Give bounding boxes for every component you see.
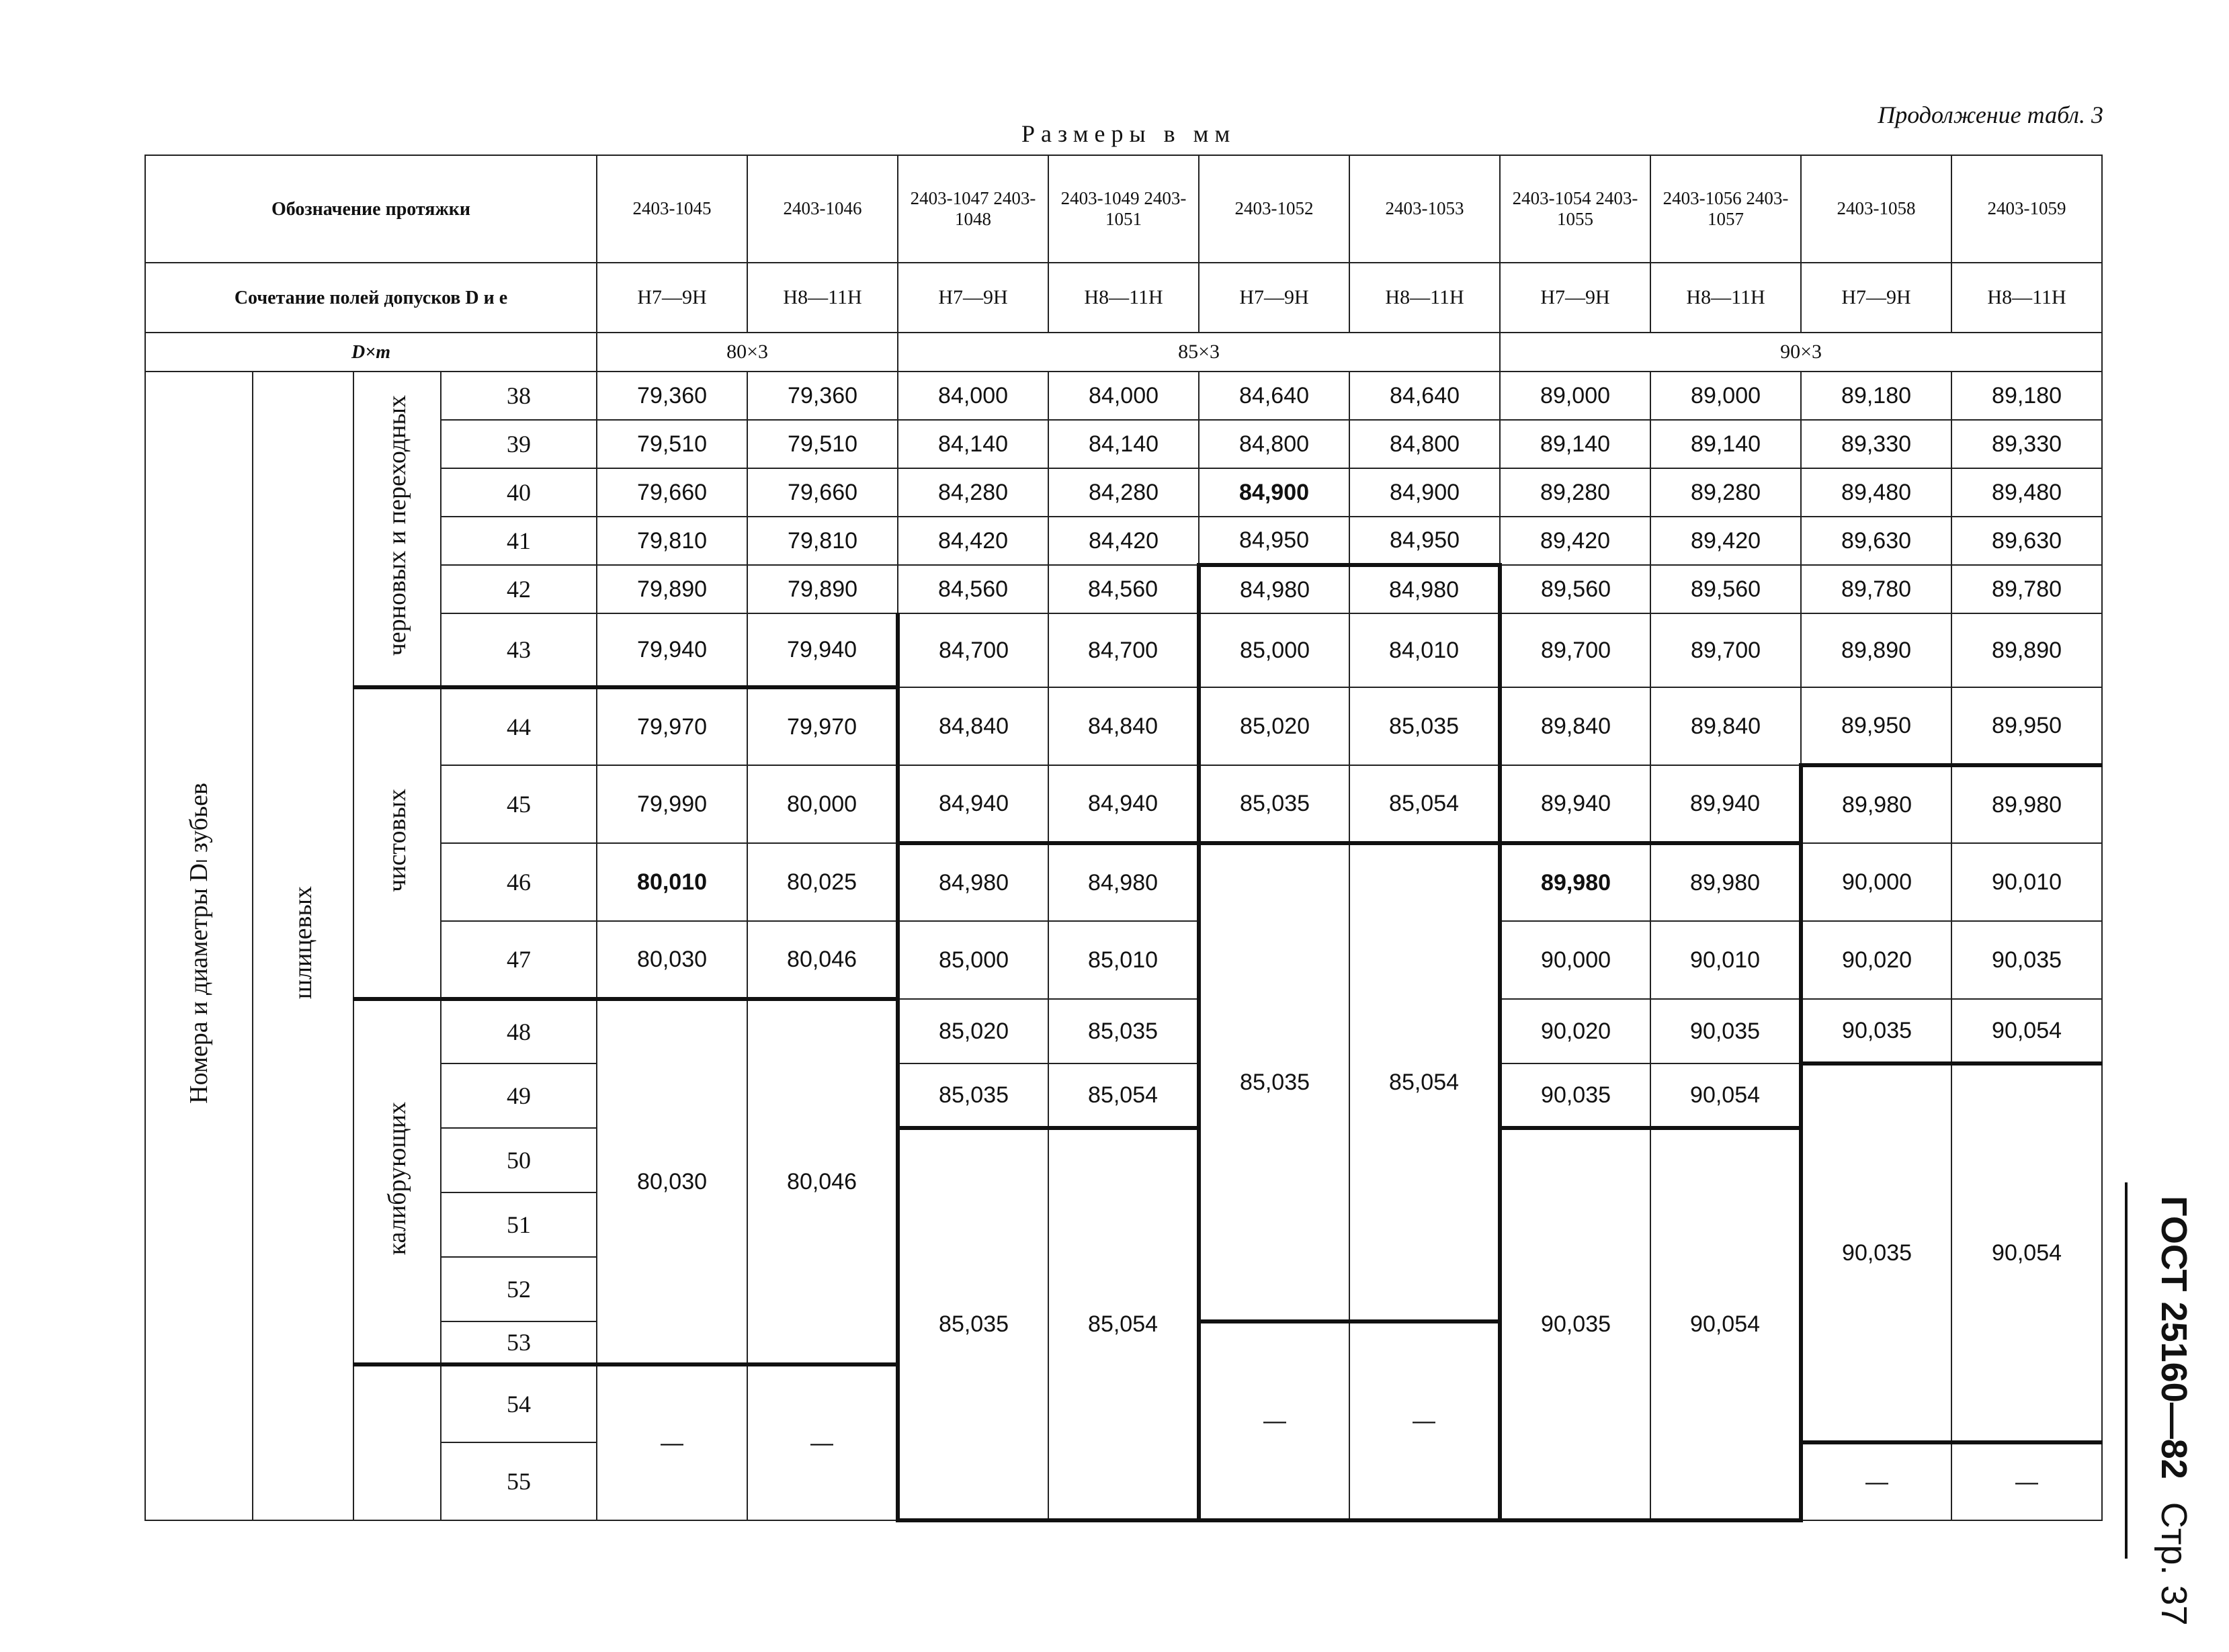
value-cell: 84,840 [1048, 687, 1199, 765]
value-cell: 89,980 [1951, 765, 2102, 843]
dxm-group: 90×3 [1500, 333, 2102, 372]
value-cell: 79,510 [747, 420, 898, 468]
value-cell: 84,800 [1349, 420, 1500, 468]
value-cell: 85,020 [898, 999, 1048, 1063]
value-cell: 89,560 [1500, 565, 1650, 613]
tolerance-cell: H8—11H [747, 263, 898, 333]
tolerance-cell: H7—9H [597, 263, 747, 333]
value-cell: 79,810 [747, 517, 898, 565]
value-cell: 89,840 [1650, 687, 1801, 765]
value-cell: 84,640 [1349, 372, 1500, 420]
value-cell: 90,054 [1951, 1063, 2102, 1442]
designation-cell: 2403-1046 [747, 155, 898, 263]
dxm-label: D×m [145, 333, 597, 372]
tolerance-label: Сочетание полей допусков D и e [145, 263, 597, 333]
value-cell: 85,020 [1199, 687, 1349, 765]
zone-calibrating: калибрующих [353, 999, 441, 1364]
value-cell: 84,940 [1048, 765, 1199, 843]
designation-row [145, 155, 2102, 263]
value-cell: 79,360 [597, 372, 747, 420]
value-cell: 84,420 [898, 517, 1048, 565]
value-cell: 89,000 [1650, 372, 1801, 420]
value-cell: 84,140 [1048, 420, 1199, 468]
value-cell: 79,510 [597, 420, 747, 468]
designation-cell: 2403-1056 2403-1057 [1650, 155, 1801, 263]
value-cell: 80,025 [747, 843, 898, 921]
value-cell: 79,890 [747, 565, 898, 613]
tooth-number: 40 [441, 468, 597, 517]
tooth-number: 55 [441, 1442, 597, 1520]
value-cell: 90,035 [1801, 1063, 1951, 1442]
tooth-number: 39 [441, 420, 597, 468]
tolerance-cell: H8—11H [1951, 263, 2102, 333]
table-row [145, 687, 2102, 765]
tooth-number: 47 [441, 921, 597, 999]
continuation-note: Продолжение табл. 3 [1878, 101, 2103, 128]
row-axis-label: Номера и диаметры Dₗ зубьев [185, 782, 213, 1104]
tolerance-row [145, 263, 2102, 333]
tooth-number: 44 [441, 687, 597, 765]
value-cell: 90,054 [1650, 1128, 1801, 1520]
value-cell: 84,980 [898, 843, 1048, 921]
value-cell: 89,140 [1650, 420, 1801, 468]
value-cell: 80,030 [597, 999, 747, 1364]
value-cell: 84,640 [1199, 372, 1349, 420]
value-cell: 89,780 [1801, 565, 1951, 613]
value-cell: 84,980 [1199, 565, 1349, 613]
designation-cell: 2403-1059 [1951, 155, 2102, 263]
tooth-number: 46 [441, 843, 597, 921]
value-cell: 84,700 [1048, 613, 1199, 687]
value-cell: 84,900 [1199, 468, 1349, 517]
tolerance-cell: H8—11H [1048, 263, 1199, 333]
tooth-number: 52 [441, 1257, 597, 1321]
value-cell: 89,890 [1951, 613, 2102, 687]
value-cell: 90,010 [1650, 921, 1801, 999]
value-cell: 89,980 [1801, 765, 1951, 843]
value-cell: 85,054 [1048, 1128, 1199, 1520]
spline-label: шлицевых [289, 886, 317, 1000]
tooth-number: 48 [441, 999, 597, 1063]
value-cell: 89,480 [1801, 468, 1951, 517]
tooth-number: 42 [441, 565, 597, 613]
value-cell: 90,054 [1650, 1063, 1801, 1128]
value-cell: 89,980 [1650, 843, 1801, 921]
dxm-group: 80×3 [597, 333, 898, 372]
value-cell: 84,980 [1349, 565, 1500, 613]
value-cell: 89,180 [1801, 372, 1951, 420]
designation-cell: 2403-1049 2403-1051 [1048, 155, 1199, 263]
value-cell: 89,330 [1951, 420, 2102, 468]
tolerance-cell: H7—9H [1500, 263, 1650, 333]
value-cell: 90,054 [1951, 999, 2102, 1063]
value-cell: 84,940 [898, 765, 1048, 843]
tooth-number: 43 [441, 613, 597, 687]
tooth-number: 38 [441, 372, 597, 420]
value-cell: 90,035 [1500, 1063, 1650, 1128]
row-axis-label-cell [145, 372, 253, 1520]
value-cell: — [1349, 1321, 1500, 1520]
tolerance-cell: H7—9H [1199, 263, 1349, 333]
value-cell: — [1801, 1442, 1951, 1520]
value-cell: 89,280 [1500, 468, 1650, 517]
designation-label: Обозначение протяжки [145, 155, 597, 263]
value-cell: 85,054 [1349, 843, 1500, 1321]
value-cell: 79,810 [597, 517, 747, 565]
value-cell: 89,840 [1500, 687, 1650, 765]
value-cell: 79,940 [597, 613, 747, 687]
standard-number: ГОСТ 25160—82 [2154, 1196, 2194, 1479]
standard-stamp [2156, 1196, 2192, 1626]
value-cell: 85,035 [1199, 843, 1349, 1321]
page-number: Стр. 37 [2154, 1502, 2194, 1626]
value-cell: 80,010 [597, 843, 747, 921]
value-cell: 90,035 [1500, 1128, 1650, 1520]
table-row [145, 999, 2102, 1063]
value-cell: 80,000 [747, 765, 898, 843]
broach-dimensions-table [144, 155, 2103, 1522]
value-cell: 84,560 [898, 565, 1048, 613]
value-cell: 84,420 [1048, 517, 1199, 565]
tolerance-cell: H8—11H [1650, 263, 1801, 333]
value-cell: 89,140 [1500, 420, 1650, 468]
value-cell: 79,970 [597, 687, 747, 765]
value-cell: 84,800 [1199, 420, 1349, 468]
value-cell: 85,035 [898, 1063, 1048, 1128]
value-cell: 90,035 [1650, 999, 1801, 1063]
value-cell: 79,990 [597, 765, 747, 843]
value-cell: 89,890 [1801, 613, 1951, 687]
tooth-number: 54 [441, 1364, 597, 1442]
value-cell: 79,940 [747, 613, 898, 687]
value-cell: 90,010 [1951, 843, 2102, 921]
value-cell: 84,950 [1199, 517, 1349, 565]
value-cell: 89,280 [1650, 468, 1801, 517]
value-cell: 79,660 [597, 468, 747, 517]
designation-cell: 2403-1052 [1199, 155, 1349, 263]
value-cell: 85,054 [1048, 1063, 1199, 1128]
value-cell: 89,420 [1500, 517, 1650, 565]
tooth-number: 53 [441, 1321, 597, 1364]
tooth-number: 51 [441, 1192, 597, 1257]
designation-cell: 2403-1058 [1801, 155, 1951, 263]
designation-cell: 2403-1045 [597, 155, 747, 263]
value-cell: 84,280 [898, 468, 1048, 517]
value-cell: 79,970 [747, 687, 898, 765]
value-cell: 85,010 [1048, 921, 1199, 999]
value-cell: 85,000 [1199, 613, 1349, 687]
value-cell: 90,035 [1951, 921, 2102, 999]
value-cell: 84,980 [1048, 843, 1199, 921]
value-cell: 89,940 [1500, 765, 1650, 843]
value-cell: 84,900 [1349, 468, 1500, 517]
value-cell: 80,046 [747, 999, 898, 1364]
designation-cell: 2403-1053 [1349, 155, 1500, 263]
value-cell: 90,000 [1801, 843, 1951, 921]
value-cell: 89,420 [1650, 517, 1801, 565]
tooth-number: 45 [441, 765, 597, 843]
tooth-number: 49 [441, 1063, 597, 1128]
value-cell: 89,560 [1650, 565, 1801, 613]
value-cell: 79,660 [747, 468, 898, 517]
value-cell: — [1199, 1321, 1349, 1520]
value-cell: 90,000 [1500, 921, 1650, 999]
tolerance-cell: H8—11H [1349, 263, 1500, 333]
spline-label-cell [253, 372, 353, 1520]
value-cell: 80,030 [597, 921, 747, 999]
value-cell: — [597, 1364, 747, 1520]
value-cell: 90,020 [1801, 921, 1951, 999]
value-cell: 84,840 [898, 687, 1048, 765]
tolerance-cell: H7—9H [1801, 263, 1951, 333]
zone-empty [353, 1364, 441, 1520]
value-cell: 89,630 [1801, 517, 1951, 565]
value-cell: 89,940 [1650, 765, 1801, 843]
value-cell: 84,560 [1048, 565, 1199, 613]
dxm-group: 85×3 [898, 333, 1500, 372]
value-cell: 85,035 [898, 1128, 1048, 1520]
value-cell: 84,000 [898, 372, 1048, 420]
value-cell: — [747, 1364, 898, 1520]
value-cell: 85,035 [1048, 999, 1199, 1063]
value-cell: 84,700 [898, 613, 1048, 687]
units-caption: Размеры в мм [1021, 120, 1236, 147]
designation-cell: 2403-1047 2403-1048 [898, 155, 1048, 263]
value-cell: 89,000 [1500, 372, 1650, 420]
value-cell: 89,950 [1801, 687, 1951, 765]
dxm-row [145, 333, 2102, 372]
value-cell: 85,000 [898, 921, 1048, 999]
value-cell: 89,980 [1500, 843, 1650, 921]
value-cell: 90,035 [1801, 999, 1951, 1063]
value-cell: 89,780 [1951, 565, 2102, 613]
value-cell: 85,035 [1199, 765, 1349, 843]
value-cell: 89,180 [1951, 372, 2102, 420]
value-cell: 79,890 [597, 565, 747, 613]
value-cell: 84,010 [1349, 613, 1500, 687]
designation-cell: 2403-1054 2403-1055 [1500, 155, 1650, 263]
value-cell: 89,330 [1801, 420, 1951, 468]
tooth-number: 41 [441, 517, 597, 565]
value-cell: 89,700 [1500, 613, 1650, 687]
value-cell: 89,950 [1951, 687, 2102, 765]
tolerance-cell: H7—9H [898, 263, 1048, 333]
value-cell: 84,280 [1048, 468, 1199, 517]
value-cell: 80,046 [747, 921, 898, 999]
value-cell: 89,700 [1650, 613, 1801, 687]
value-cell: 89,630 [1951, 517, 2102, 565]
tooth-number: 50 [441, 1128, 597, 1192]
zone-rough: черновых и переходных [353, 372, 441, 687]
value-cell: 84,140 [898, 420, 1048, 468]
table-row [145, 372, 2102, 420]
value-cell: 84,950 [1349, 517, 1500, 565]
value-cell: 90,020 [1500, 999, 1650, 1063]
value-cell: 89,480 [1951, 468, 2102, 517]
zone-finish: чистовых [353, 687, 441, 999]
value-cell: 85,035 [1349, 687, 1500, 765]
value-cell: 85,054 [1349, 765, 1500, 843]
value-cell: 84,000 [1048, 372, 1199, 420]
value-cell: 79,360 [747, 372, 898, 420]
stamp-rule [2125, 1182, 2128, 1559]
value-cell: — [1951, 1442, 2102, 1520]
